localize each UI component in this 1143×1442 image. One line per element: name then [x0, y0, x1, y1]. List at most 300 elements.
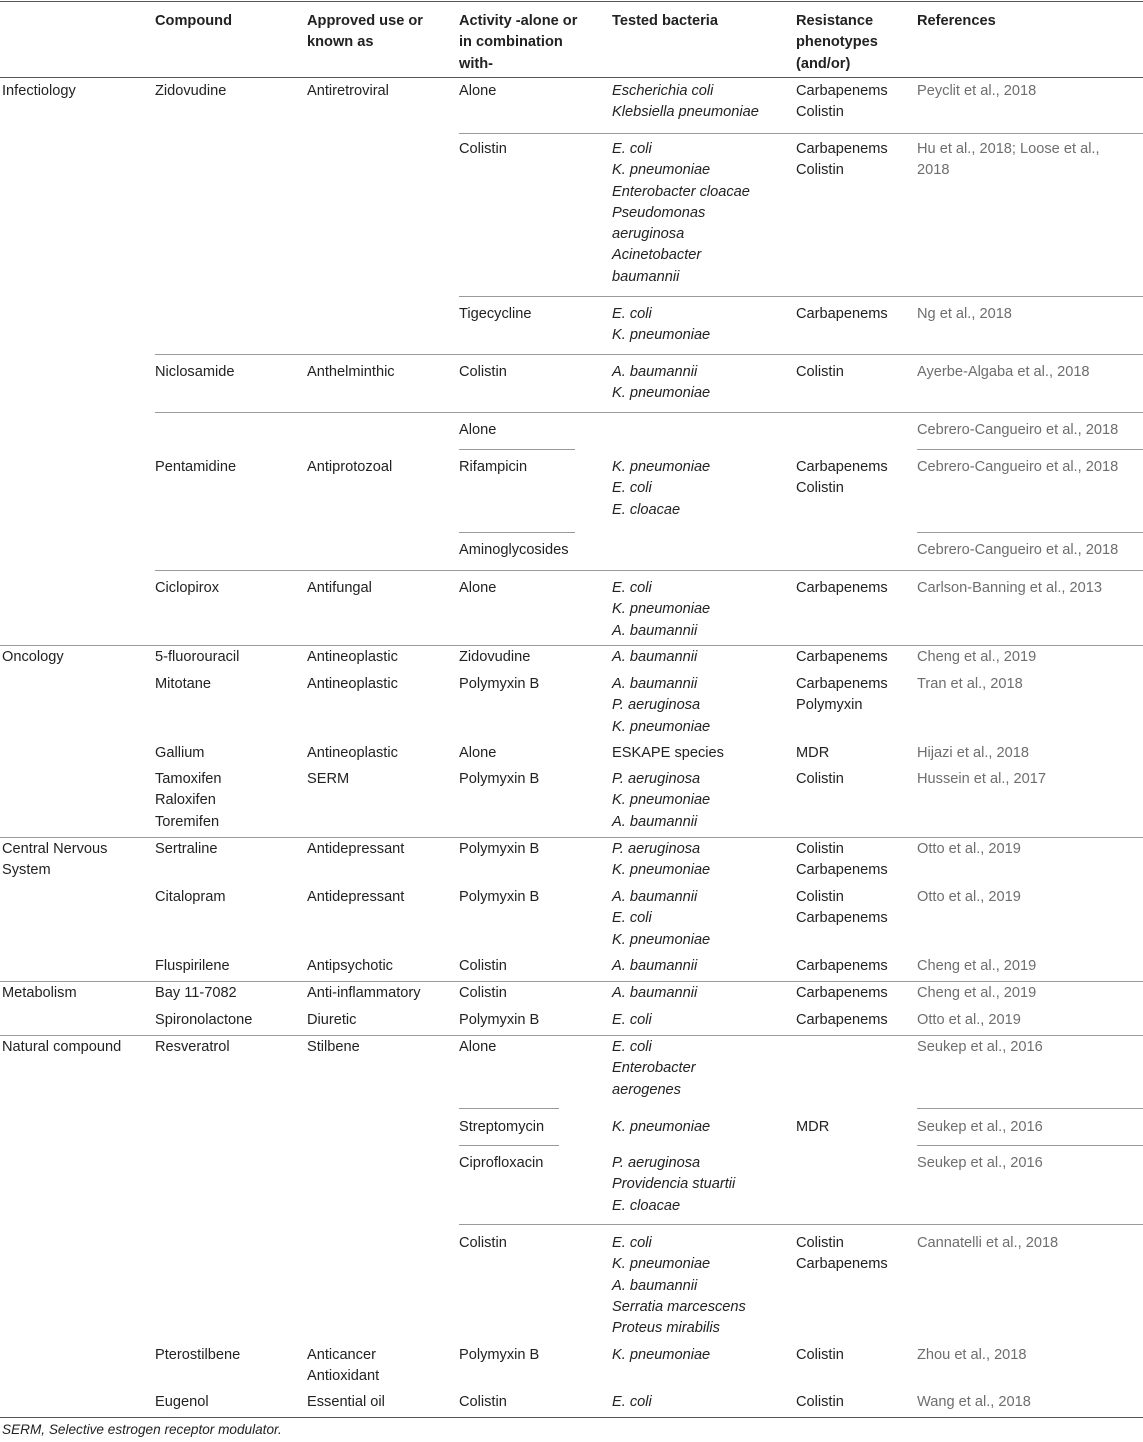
compound-name-line: Resveratrol [155, 1039, 230, 1055]
table-rule [0, 1035, 1143, 1036]
activity [459, 1233, 507, 1254]
activity-line: Aminoglycosides [459, 542, 569, 558]
compound-name [155, 1037, 230, 1058]
activity-line: Alone [459, 422, 497, 438]
approved-use [307, 839, 404, 860]
activity [459, 647, 530, 668]
header-references [917, 11, 996, 32]
reference [917, 1117, 1043, 1138]
compound-name-line: Bay 11-7082 [155, 985, 237, 1001]
table-rule [0, 645, 1143, 646]
tested-bacteria-line: E. coli [612, 480, 652, 497]
compound-name-line: Tamoxifen [155, 771, 222, 787]
approved-use [307, 1037, 360, 1058]
activity [459, 1153, 543, 1174]
tested-bacteria-line: baumannii [612, 268, 680, 285]
reference [917, 457, 1118, 478]
activity-line: Colistin [459, 1394, 507, 1410]
table-footnote: SERM, Selective estrogen receptor modulator. [2, 1422, 282, 1437]
header-compound-line: Compound [155, 13, 233, 29]
table-rule [459, 532, 575, 533]
approved-use-line: Antineoplastic [307, 745, 398, 761]
resistance-phenotype [796, 304, 888, 325]
resistance-phenotype-line: Carbapenems [796, 958, 888, 974]
approved-use [307, 956, 393, 977]
approved-use-line: Stilbene [307, 1039, 360, 1055]
compound-name [155, 362, 234, 383]
resistance-phenotype-line: Colistin [796, 162, 844, 179]
resistance-phenotype [796, 139, 888, 182]
approved-use-line: Antifungal [307, 580, 372, 596]
tested-bacteria-line: A. baumannii [612, 813, 698, 830]
activity-line: Rifampicin [459, 459, 528, 475]
tested-bacteria-line: Enterobacter [612, 1060, 696, 1077]
tested-bacteria [612, 674, 710, 738]
activity-line: Colistin [459, 141, 507, 157]
approved-use [307, 887, 404, 908]
reference-line: Zhou et al., 2018 [917, 1347, 1027, 1363]
approved-use [307, 457, 392, 478]
compound-name-line: Niclosamide [155, 364, 235, 380]
tested-bacteria-line: A. baumannii [612, 985, 698, 1001]
table-rule [917, 1145, 1143, 1146]
tested-bacteria-line: E. coli [612, 910, 652, 927]
compound-name [155, 1392, 209, 1413]
compound-name-line: Spironolactone [155, 1012, 253, 1028]
resistance-phenotype-line: Carbapenems [796, 676, 888, 692]
table-rule [917, 449, 1143, 450]
compound-name-line: Toremifen [155, 813, 220, 830]
approved-use [307, 362, 395, 383]
resistance-phenotype-line: Carbapenems [796, 649, 888, 665]
therapeutic-area-line: Metabolism [2, 985, 77, 1001]
resistance-phenotype [796, 887, 888, 930]
tested-bacteria-line: Providencia stuartii [612, 1176, 736, 1193]
approved-use-line: Diuretic [307, 1012, 357, 1028]
reference-line: Otto et al., 2019 [917, 1012, 1021, 1028]
resistance-phenotype-line: Colistin [796, 771, 844, 787]
resistance-phenotype-line: Carbapenems [796, 459, 888, 475]
activity-line: Colistin [459, 958, 507, 974]
therapeutic-area-line: Infectiology [2, 83, 76, 99]
compound-name [155, 674, 211, 695]
activity [459, 1037, 496, 1058]
resistance-phenotype-line: Carbapenems [796, 306, 888, 322]
activity-line: Alone [459, 1039, 497, 1055]
activity [459, 420, 496, 441]
resistance-phenotype-line: Colistin [796, 841, 844, 857]
approved-use-line: Antipsychotic [307, 958, 393, 974]
tested-bacteria-line: E. coli [612, 141, 652, 157]
approved-use-line: Anthelminthic [307, 364, 395, 380]
reference-line: Ng et al., 2018 [917, 306, 1012, 322]
therapeutic-area [2, 1037, 121, 1058]
reference [917, 839, 1021, 860]
table-rule [0, 77, 1143, 78]
tested-bacteria-line: E. coli [612, 1394, 652, 1410]
therapeutic-area-line: System [2, 862, 51, 879]
approved-use [307, 769, 349, 790]
reference-line: Seukep et al., 2016 [917, 1039, 1043, 1055]
resistance-phenotype-line: Colistin [796, 1235, 844, 1251]
compound-name [155, 457, 236, 478]
compound-name-line: Eugenol [155, 1394, 209, 1410]
compound-name-line: Citalopram [155, 889, 226, 905]
compound-name [155, 956, 230, 977]
compound-name-line: Pentamidine [155, 459, 237, 475]
activity [459, 362, 507, 383]
activity [459, 1117, 544, 1138]
compound-name [155, 887, 226, 908]
resistance-phenotype-line: Carbapenems [796, 1256, 888, 1273]
reference-line: Cheng et al., 2019 [917, 958, 1037, 974]
resistance-phenotype-line: Carbapenems [796, 862, 888, 879]
compound-name-line: Pterostilbene [155, 1347, 241, 1363]
activity-line: Tigecycline [459, 306, 532, 322]
resistance-phenotype [796, 457, 888, 500]
tested-bacteria-line: K. pneumoniae [612, 327, 711, 344]
tested-bacteria [612, 887, 710, 951]
reference-line: Hijazi et al., 2018 [917, 745, 1029, 761]
resistance-phenotype-line: Polymyxin [796, 697, 863, 714]
tested-bacteria [612, 839, 710, 882]
resistance-phenotype-line: MDR [796, 1119, 830, 1135]
reference-line: Otto et al., 2019 [917, 889, 1021, 905]
tested-bacteria-line: A. baumannii [612, 649, 698, 665]
table-rule [917, 1108, 1143, 1109]
tested-bacteria-line: E. coli [612, 1235, 652, 1251]
resistance-phenotype-line: MDR [796, 745, 830, 761]
tested-bacteria-line: Pseudomonas [612, 204, 706, 221]
resistance-phenotype [796, 956, 888, 977]
approved-use [307, 578, 372, 599]
approved-use [307, 1392, 385, 1413]
tested-bacteria-line: K. pneumoniae [612, 162, 711, 179]
table-rule [0, 1, 1143, 2]
tested-bacteria-line: K. pneumoniae [612, 1347, 711, 1363]
approved-use-line: Antidepressant [307, 841, 405, 857]
reference-line: Peyclit et al., 2018 [917, 83, 1037, 99]
reference [917, 1153, 1043, 1174]
header-activity-line: in combination [459, 34, 563, 51]
resistance-phenotype-line: Carbapenems [796, 580, 888, 596]
therapeutic-area-line: Oncology [2, 649, 64, 665]
header-compound [155, 11, 232, 32]
tested-bacteria [612, 743, 724, 764]
activity-line: Polymyxin B [459, 1347, 540, 1363]
reference [917, 81, 1036, 102]
tested-bacteria-line: Klebsiella pneumoniae [612, 104, 759, 121]
table-rule [459, 296, 1143, 297]
compound-name-line: 5-fluorouracil [155, 649, 240, 665]
tested-bacteria [612, 362, 710, 405]
reference-line: Otto et al., 2019 [917, 841, 1021, 857]
header-activity-line: Activity -alone or [459, 13, 578, 29]
resistance-phenotype-line: Colistin [796, 1394, 844, 1410]
tested-bacteria [612, 983, 697, 1004]
reference-line: Wang et al., 2018 [917, 1394, 1031, 1410]
activity [459, 1392, 507, 1413]
activity-line: Ciprofloxacin [459, 1155, 544, 1171]
activity [459, 304, 531, 325]
compound-name-line: Gallium [155, 745, 205, 761]
approved-use-line: Antineoplastic [307, 676, 398, 692]
table-rule [459, 1145, 559, 1146]
compound-name-line: Sertraline [155, 841, 218, 857]
reference [917, 1037, 1043, 1058]
tested-bacteria [612, 1153, 735, 1217]
reference-line: Cheng et al., 2019 [917, 985, 1037, 1001]
resistance-phenotype-line: Colistin [796, 364, 844, 380]
tested-bacteria [612, 457, 710, 521]
tested-bacteria-line: A. baumannii [612, 622, 698, 639]
therapeutic-area-line: Central Nervous [2, 841, 108, 857]
approved-use-line: Anti-inflammatory [307, 985, 421, 1001]
activity [459, 743, 496, 764]
activity-line: Colistin [459, 985, 507, 1001]
activity-line: Colistin [459, 364, 507, 380]
activity [459, 578, 496, 599]
resistance-phenotype-line: Colistin [796, 889, 844, 905]
header-references-line: References [917, 13, 996, 29]
reference [917, 1233, 1058, 1254]
tested-bacteria-line: E. coli [612, 1039, 652, 1055]
tested-bacteria-line: K. pneumoniae [612, 601, 711, 618]
therapeutic-area-line: Natural compound [2, 1039, 122, 1055]
header-resistance-line: (and/or) [796, 55, 851, 72]
activity [459, 81, 496, 102]
tested-bacteria-line: P. aeruginosa [612, 697, 701, 714]
approved-use [307, 647, 398, 668]
reference [917, 956, 1036, 977]
resistance-phenotype-line: Colistin [796, 104, 844, 121]
tested-bacteria-line: A. baumannii [612, 1277, 698, 1294]
reference-line: Seukep et al., 2016 [917, 1155, 1043, 1171]
reference-line: Hussein et al., 2017 [917, 771, 1046, 787]
resistance-phenotype-line: Colistin [796, 1347, 844, 1363]
activity [459, 769, 539, 790]
compound-name [155, 578, 219, 599]
reference-line: Cebrero-Cangueiro et al., 2018 [917, 459, 1119, 475]
activity-line: Polymyxin B [459, 1012, 540, 1028]
tested-bacteria-line: E. cloacae [612, 1197, 681, 1214]
reference-line: Cannatelli et al., 2018 [917, 1235, 1059, 1251]
resistance-phenotype-line: Carbapenems [796, 985, 888, 1001]
header-tested-bacteria-line: Tested bacteria [612, 13, 718, 29]
activity [459, 139, 507, 160]
resistance-phenotype [796, 743, 829, 764]
resistance-phenotype [796, 1117, 829, 1138]
tested-bacteria-line: E. coli [612, 580, 652, 596]
resistance-phenotype [796, 1345, 844, 1366]
activity-line: Alone [459, 580, 497, 596]
tested-bacteria [612, 769, 710, 833]
activity [459, 887, 539, 908]
resistance-phenotype [796, 1010, 888, 1031]
resistance-phenotype [796, 647, 888, 668]
reference-line: Hu et al., 2018; Loose et al., [917, 141, 1100, 157]
approved-use-line: Anticancer [307, 1347, 376, 1363]
table-rule [0, 837, 1143, 838]
tested-bacteria-line: Enterobacter cloacae [612, 183, 750, 200]
approved-use-line: Antiretroviral [307, 83, 389, 99]
reference [917, 578, 1102, 599]
reference [917, 540, 1118, 561]
tested-bacteria-line: P. aeruginosa [612, 771, 701, 787]
tested-bacteria-line: E. cloacae [612, 501, 681, 518]
approved-use-line: Antioxidant [307, 1368, 380, 1385]
therapeutic-area [2, 839, 107, 882]
tested-bacteria-line: K. pneumoniae [612, 459, 711, 475]
activity [459, 956, 507, 977]
resistance-phenotype [796, 81, 888, 124]
table-rule [155, 570, 1143, 571]
tested-bacteria [612, 647, 697, 668]
tested-bacteria [612, 139, 750, 288]
approved-use [307, 983, 421, 1004]
resistance-phenotype [796, 769, 844, 790]
approved-use-line: Essential oil [307, 1394, 385, 1410]
tested-bacteria [612, 1345, 710, 1366]
activity [459, 674, 539, 695]
header-resistance [796, 11, 878, 75]
activity [459, 839, 539, 860]
resistance-phenotype [796, 1233, 888, 1276]
activity-line: Polymyxin B [459, 676, 540, 692]
reference-line: Seukep et al., 2016 [917, 1119, 1043, 1135]
tested-bacteria [612, 1037, 696, 1101]
header-activity-line: with- [459, 55, 494, 72]
table-rule [459, 133, 1143, 134]
tested-bacteria-line: A. baumannii [612, 958, 698, 974]
tested-bacteria-line: E. coli [612, 306, 652, 322]
reference-line: 2018 [917, 162, 950, 179]
compound-name-line: Fluspirilene [155, 958, 230, 974]
approved-use-line: Antineoplastic [307, 649, 398, 665]
resistance-phenotype-line: Carbapenems [796, 910, 888, 927]
tested-bacteria-line: K. pneumoniae [612, 931, 711, 948]
resistance-phenotype [796, 839, 888, 882]
activity-line: Polymyxin B [459, 841, 540, 857]
reference [917, 1345, 1027, 1366]
tested-bacteria-line: P. aeruginosa [612, 841, 701, 857]
compound-name [155, 769, 222, 833]
tested-bacteria-line: K. pneumoniae [612, 1256, 711, 1273]
compound-name [155, 647, 239, 668]
resistance-phenotype [796, 578, 888, 599]
therapeutic-area [2, 81, 76, 102]
reference [917, 304, 1012, 325]
tested-bacteria [612, 1010, 652, 1031]
reference [917, 362, 1090, 383]
activity [459, 1345, 539, 1366]
approved-use [307, 1345, 379, 1388]
therapeutic-area [2, 647, 64, 668]
reference-line: Cebrero-Cangueiro et al., 2018 [917, 422, 1119, 438]
compound-name [155, 983, 237, 1004]
compound-name [155, 1010, 252, 1031]
reference [917, 139, 1100, 182]
tested-bacteria [612, 956, 697, 977]
header-resistance-line: phenotypes [796, 34, 878, 51]
activity-line: Alone [459, 745, 497, 761]
approved-use-line: SERM [307, 771, 350, 787]
table-rule [459, 449, 575, 450]
reference-line: Ayerbe-Algaba et al., 2018 [917, 364, 1090, 380]
reference-line: Cebrero-Cangueiro et al., 2018 [917, 542, 1119, 558]
therapeutic-area [2, 983, 77, 1004]
reference-line: Tran et al., 2018 [917, 676, 1023, 692]
activity [459, 457, 527, 478]
tested-bacteria-line: E. coli [612, 1012, 652, 1028]
tested-bacteria-line: Proteus mirabilis [612, 1320, 720, 1337]
activity-line: Polymyxin B [459, 771, 540, 787]
tested-bacteria-line: K. pneumoniae [612, 385, 711, 402]
resistance-phenotype-line: Carbapenems [796, 141, 888, 157]
tested-bacteria-line: Escherichia coli [612, 83, 714, 99]
activity [459, 1010, 539, 1031]
tested-bacteria-line: ESKAPE species [612, 745, 724, 761]
header-resistance-line: Resistance [796, 13, 874, 29]
activity [459, 983, 507, 1004]
table-rule [155, 354, 1143, 355]
activity-line: Streptomycin [459, 1119, 545, 1135]
compound-name-line: Zidovudine [155, 83, 227, 99]
tested-bacteria [612, 1392, 652, 1413]
reference [917, 769, 1046, 790]
approved-use [307, 1010, 356, 1031]
header-activity [459, 11, 577, 75]
table-rule [459, 1108, 559, 1109]
compound-name-line: Raloxifen [155, 792, 216, 809]
reference [917, 1392, 1031, 1413]
resistance-phenotype-line: Colistin [796, 480, 844, 497]
reference [917, 743, 1029, 764]
tested-bacteria-line: K. pneumoniae [612, 792, 711, 809]
resistance-phenotype [796, 362, 844, 383]
reference-line: Carlson-Banning et al., 2013 [917, 580, 1102, 596]
table-rule [459, 1224, 1143, 1225]
resistance-phenotype [796, 983, 888, 1004]
activity-line: Alone [459, 83, 497, 99]
tested-bacteria-line: Serratia marcescens [612, 1298, 746, 1315]
tested-bacteria [612, 304, 710, 347]
compound-name-line: Ciclopirox [155, 580, 220, 596]
approved-use [307, 674, 398, 695]
compound-name [155, 1345, 240, 1366]
approved-use-line: Antiprotozoal [307, 459, 393, 475]
approved-use [307, 743, 398, 764]
resistance-phenotype-line: Carbapenems [796, 1012, 888, 1028]
reference [917, 420, 1118, 441]
header-approved-use-line: Approved use or [307, 13, 423, 29]
approved-use [307, 81, 389, 102]
activity [459, 540, 569, 561]
reference [917, 887, 1021, 908]
tested-bacteria-line: K. pneumoniae [612, 862, 711, 879]
tested-bacteria-line: K. pneumoniae [612, 1119, 711, 1135]
tested-bacteria-line: A. baumannii [612, 889, 698, 905]
tested-bacteria [612, 1117, 710, 1138]
compound-name [155, 839, 217, 860]
activity-line: Polymyxin B [459, 889, 540, 905]
reference [917, 647, 1036, 668]
header-approved-use-line: known as [307, 34, 374, 51]
table-rule [0, 981, 1143, 982]
resistance-phenotype [796, 674, 888, 717]
reference [917, 1010, 1021, 1031]
tested-bacteria-line: K. pneumoniae [612, 718, 711, 735]
